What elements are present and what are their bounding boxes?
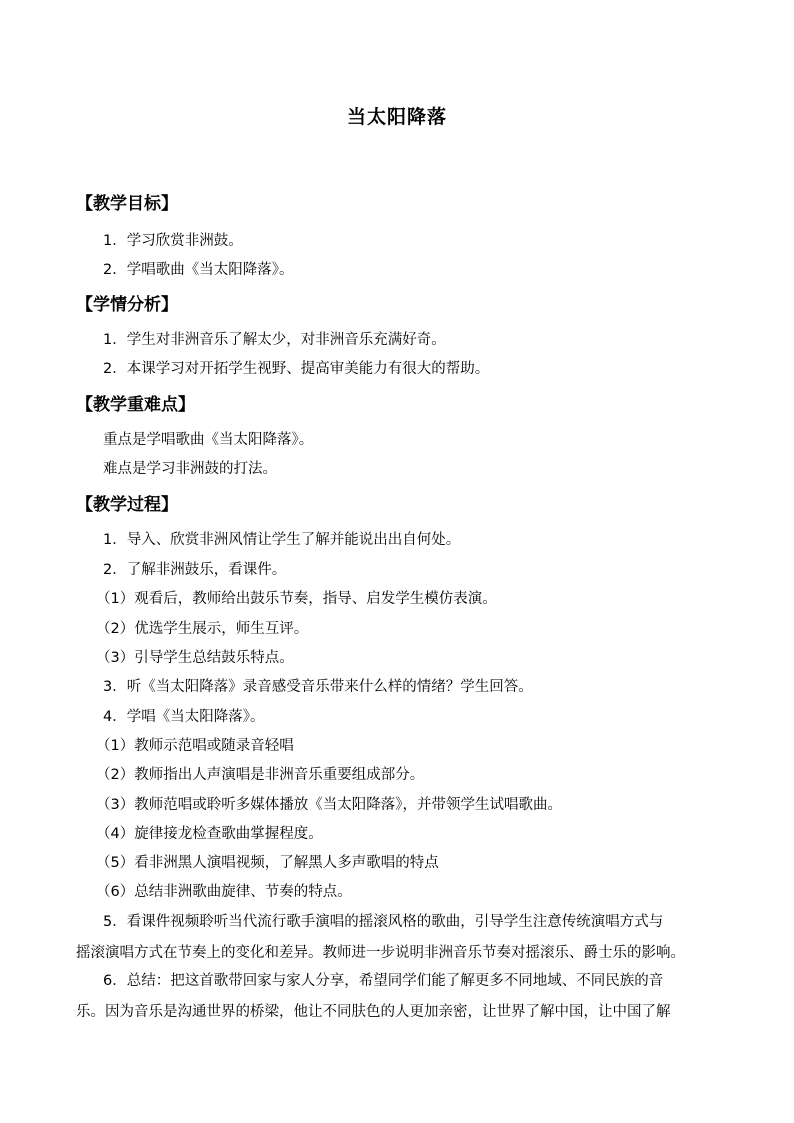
- process-line: （1）观看后，教师给出鼓乐节奏，指导、启发学生模仿表演。: [96, 591, 497, 607]
- process-line: （2）教师指出人声演唱是非洲音乐重要组成部分。: [96, 767, 425, 783]
- process-line: 5．看课件视频聆听当代流行歌手演唱的摇滚风格的歌曲，引导学生注意传统演唱方式与: [103, 914, 664, 930]
- heading-teaching-goals: 【教学目标】: [76, 194, 178, 214]
- process-line: （3）教师范唱或聆听多媒体播放《当太阳降落》，并带领学生试唱歌曲。: [96, 797, 562, 813]
- process-line: （4）旋律接龙检查歌曲掌握程度。: [96, 826, 323, 842]
- difficulty-line: 难点是学习非洲鼓的打法。: [103, 461, 277, 477]
- heading-teaching-process: 【教学过程】: [76, 495, 178, 515]
- heading-key-difficulties: 【教学重难点】: [76, 395, 195, 415]
- process-line: 4．学唱《当太阳降落》。: [103, 709, 265, 725]
- process-line: 2．了解非洲鼓乐，看课件。: [103, 562, 287, 578]
- process-line: （2）优选学生展示，师生互评。: [96, 621, 309, 637]
- process-line: （3）引导学生总结鼓乐特点。: [96, 650, 294, 666]
- process-line: 乐。因为音乐是沟通世界的桥梁，他让不同肤色的人更加亲密，让世界了解中国，让中国了解: [76, 1004, 671, 1020]
- process-line: （1）教师示范唱或随录音轻唱: [96, 738, 294, 754]
- key-point-line: 重点是学唱歌曲《当太阳降落》。: [103, 432, 314, 448]
- process-line: （6）总结非洲歌曲旋律、节奏的特点。: [96, 884, 352, 900]
- analysis-line-1: 1．学生对非洲音乐了解太少，对非洲音乐充满好奇。: [103, 332, 446, 348]
- analysis-line-2: 2．本课学习对开拓学生视野、提高审美能力有很大的帮助。: [103, 361, 490, 377]
- process-line: 3．听《当太阳降落》录音感受音乐带来什么样的情绪？学生回答。: [103, 679, 533, 695]
- goal-line-1: 1．学习欣赏非洲鼓。: [103, 233, 243, 249]
- process-line: 摇滚演唱方式在节奏上的变化和差异。教师进一步说明非洲音乐节奏对摇滚乐、爵士乐的影响。: [76, 945, 685, 961]
- page-title: 当太阳降落: [346, 106, 447, 128]
- process-line: 1．导入、欣赏非洲风情让学生了解并能说出出自何处。: [103, 532, 461, 548]
- process-line: （5）看非洲黑人演唱视频，了解黑人多声歌唱的特点: [96, 855, 439, 871]
- heading-learner-analysis: 【学情分析】: [76, 295, 178, 315]
- goal-line-2: 2．学唱歌曲《当太阳降落》。: [103, 262, 294, 278]
- process-line: 6．总结：把这首歌带回家与家人分享，希望同学们能了解更多不同地域、不同民族的音: [103, 973, 664, 989]
